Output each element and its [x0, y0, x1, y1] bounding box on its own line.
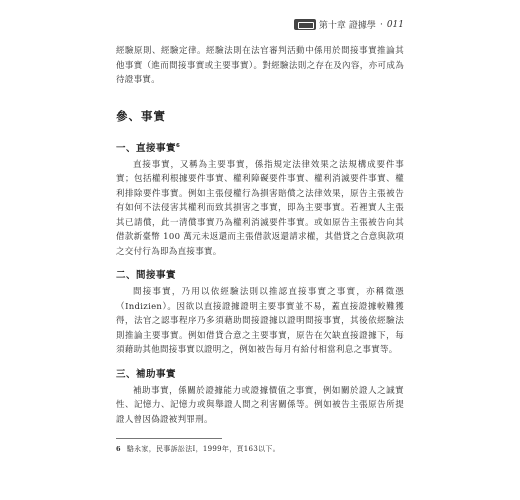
- footnote-text: 駱永家，民事訴訟法Ⅰ，1999年，頁163以下。: [126, 445, 280, 453]
- auxiliary-fact-paragraph: 補助事實，係關於證據能力或證據價值之事實，例如關於證人之誠實性、記憶力、記憶力或與舉證人間之利害關係等。例如被告主張原告所提證人曾因偽證被判罪刑。: [116, 385, 404, 425]
- indirect-fact-paragraph: 間接事實，乃用以依經驗法則以推認直接事實之事實，亦稱徵憑（Indizien）。因欲以直接證據證明主要事實並不易，蓋直接證據較難獲得，法官之認事程序乃多須藉助間接證據以證明間接事實，其後依經驗法則推論主要事實。例如借貸合意之主要事實，原告在欠缺直接證據下，每須藉助其他間接事實以證明之，例如被告每月有給付相當利息之事實等。: [116, 287, 404, 355]
- footnote-ref: 6: [176, 142, 181, 149]
- subsection-heading-direct: [116, 140, 404, 154]
- book-logo-icon: [294, 19, 316, 30]
- footnote-divider: [116, 438, 222, 439]
- running-header: [294, 18, 404, 31]
- section-heading: 參、事實: [116, 108, 166, 123]
- footnote-number: 6: [116, 445, 121, 453]
- subsection-title: 一、直接事實: [116, 142, 177, 154]
- direct-fact-paragraph: 直接事實，又稱為主要事實，係指規定法律效果之法規構成要件事實；包括權利根據要件事實、權利障礙要件事實、權利消滅要件事實、權利排除要件事實。例如主張侵權行為損害賠償之法律效果，原告主張被告有如何不法侵害其權利而致其損害之事實，即為主要事實。若裡實人主張其已請償，此一清償事實乃為權利消滅要件事實。或如原告主張被告向其借款新臺幣 100 萬元未返還而主張借款返還請求權，其借貸之合意與款項之交付行為即為直接事實。: [116, 159, 404, 257]
- footnote: [116, 444, 404, 454]
- page-number: 011: [386, 19, 404, 30]
- subsection-heading-auxiliary: 三、補助事實: [116, 368, 177, 380]
- intro-paragraph: 經驗原則、經驗定律。經驗法則在法官審判活動中係用於間接事實推論其他事實（進而間接事實或主要事實）。對經驗法則之存在及內容，亦可成為待證事實。: [116, 46, 404, 85]
- subsection-heading-indirect: 二、間接事實: [116, 270, 177, 281]
- chapter-label: 第十章: [318, 21, 346, 31]
- chapter-title: 證據學: [348, 21, 376, 31]
- page-body: [116, 44, 404, 454]
- header-separator: ·: [379, 19, 383, 30]
